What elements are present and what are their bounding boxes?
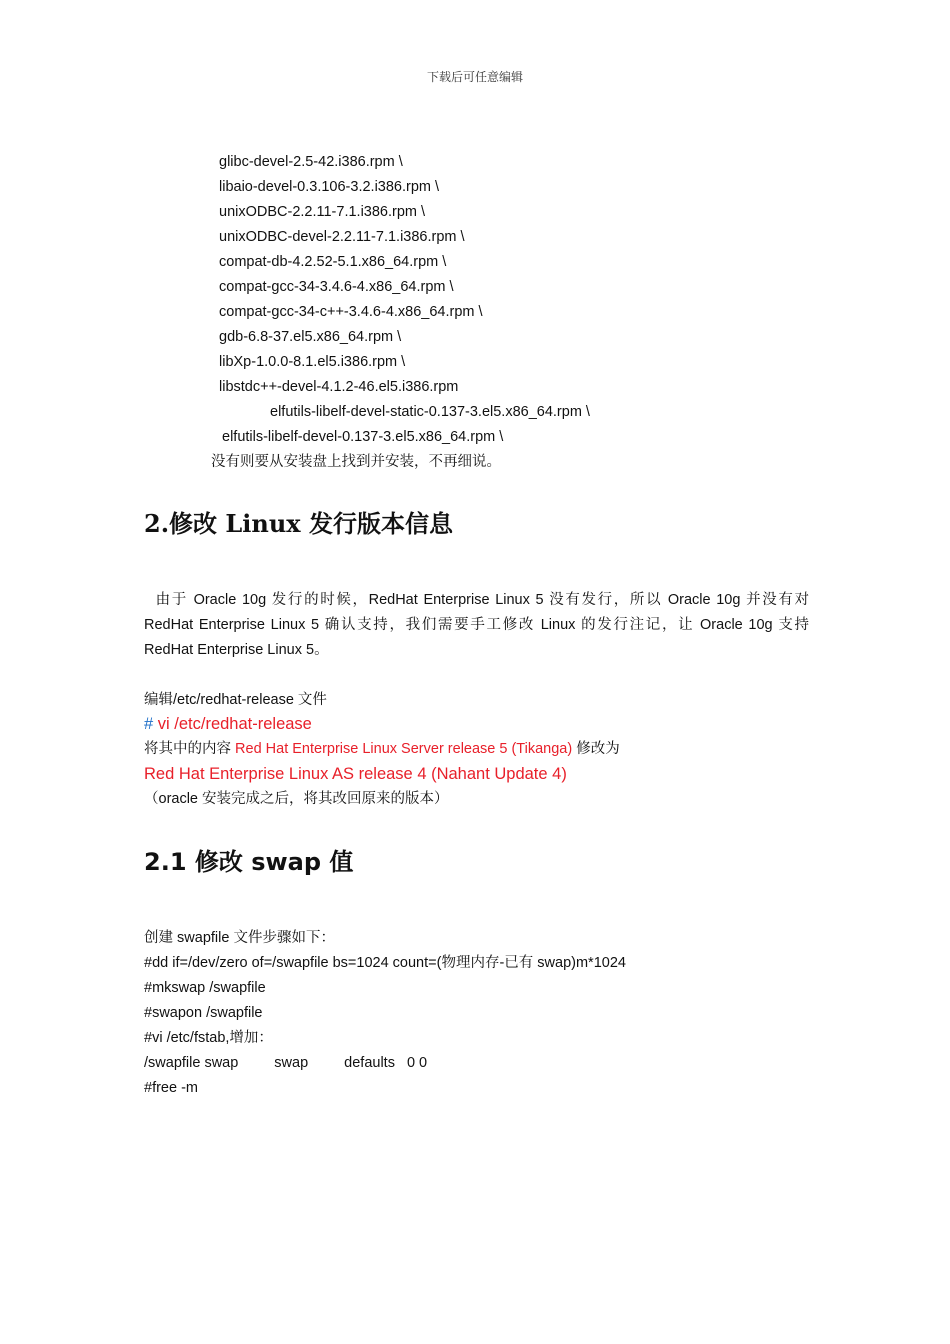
package-line: compat-gcc-34-3.4.6-4.x86_64.rpm \ (219, 279, 454, 295)
swap-step-line: #swapon /swapfile (144, 1005, 263, 1021)
vi-command-line (144, 714, 312, 734)
replace-prefix: 将其中的内容 (144, 741, 236, 757)
swap-step-line: #dd if=/dev/zero of=/swapfile bs=1024 count=(物理内存-已有 swap)m*1024 (144, 955, 626, 971)
section-2-paragraph (144, 588, 809, 663)
page-header: 下载后可任意编辑 (426, 70, 523, 84)
fstab-options: defaults (344, 1055, 395, 1071)
replace-from: Red Hat Enterprise Linux Server release 5 (Tikanga) (235, 741, 573, 757)
paragraph-text: 由于 Oracle 10g 发行的时候，RedHat Enterprise Linux 5 没有发行，所以 Oracle 10g 并没有对 RedHat Enterprise Linux 5 确认支持，我们需要手工修改 Linux 的发行注记，让 Oracle 10g 支持 RedHat Enterprise Linux 5。 (144, 592, 809, 658)
fstab-dump-pass: 0 0 (406, 1055, 428, 1071)
package-line: compat-gcc-34-c++-3.4.6-4.x86_64.rpm \ (219, 304, 483, 320)
replace-suffix: 修改为 (572, 741, 620, 757)
package-line: unixODBC-devel-2.2.11-7.1.i386.rpm \ (219, 229, 465, 245)
package-line: gdb-6.8-37.el5.x86_64.rpm \ (219, 329, 402, 345)
package-line: glibc-devel-2.5-42.i386.rpm \ (219, 154, 403, 170)
edit-file-label: 编辑/etc/redhat-release 文件 (144, 692, 327, 708)
free-command: #free -m (144, 1080, 198, 1096)
replace-line (144, 739, 620, 759)
fstab-entry (144, 1053, 427, 1073)
package-line: libaio-devel-0.3.106-3.2.i386.rpm \ (219, 179, 440, 195)
section-2-heading: 2.修改 Linux 发行版本信息 (144, 509, 453, 538)
swap-step-line: #vi /etc/fstab,增加： (144, 1030, 273, 1046)
fstab-mount: swap (274, 1055, 309, 1071)
package-line: libXp-1.0.0-8.1.el5.i386.rpm \ (219, 354, 406, 370)
package-line: elfutils-libelf-devel-static-0.137-3.el5.x86_64.rpm \ (270, 404, 590, 420)
command-text: vi /etc/redhat-release (153, 715, 312, 733)
swap-step-line: #mkswap /swapfile (144, 980, 266, 996)
package-line: compat-db-4.2.52-5.1.x86_64.rpm \ (219, 254, 447, 270)
section-2-1-heading: 2.1 修改 swap 值 (144, 848, 354, 876)
replace-to: Red Hat Enterprise Linux AS release 4 (Nahant Update 4) (144, 765, 567, 783)
package-line: elfutils-libelf-devel-0.137-3.el5.x86_64.rpm \ (222, 429, 504, 445)
fstab-device: /swapfile swap (144, 1055, 239, 1071)
package-line: unixODBC-2.2.11-7.1.i386.rpm \ (219, 204, 426, 220)
restore-note: （oracle 安装完成之后，将其改回原来的版本） (144, 791, 449, 807)
install-note: 没有则要从安装盘上找到并安装，不再细说。 (211, 454, 501, 470)
swap-step-line: 创建 swapfile 文件步骤如下： (144, 930, 335, 946)
package-line: libstdc++-devel-4.1.2-46.el5.i386.rpm (219, 379, 459, 395)
command-hash: # (144, 715, 154, 733)
